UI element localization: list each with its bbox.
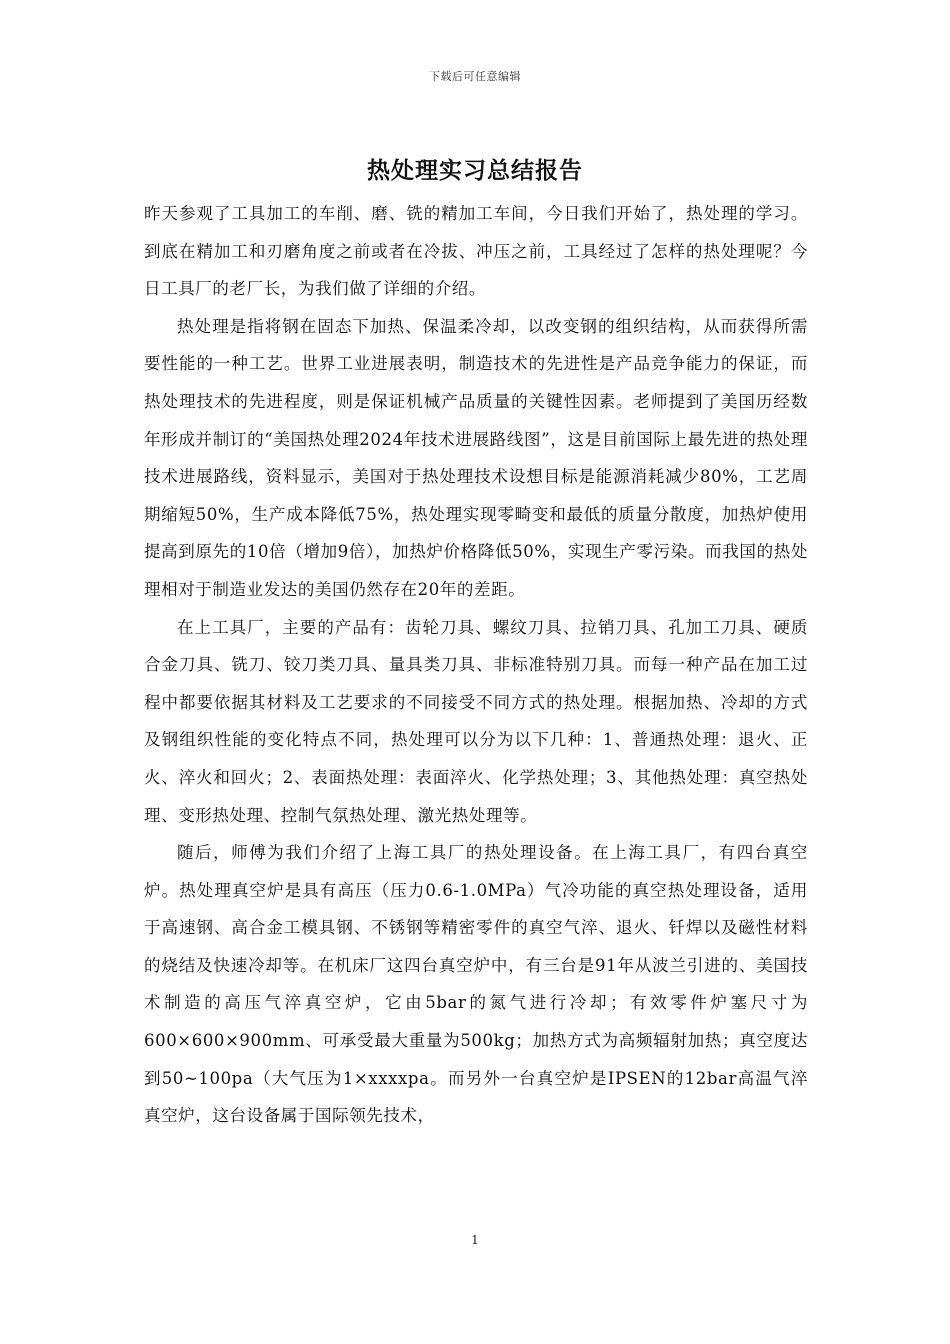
paragraph-equipment: 随后，师傅为我们介绍了上海工具厂的热处理设备。在上海工具厂，有四台真空炉。热处理真空炉是具有高压（压力0.6-1.0MPa）气冷功能的真空热处理设备，适用于高速钢、高合金工模具钢、不锈钢等精密零件的真空气淬、退火、钎焊以及磁性材料的烧结及快速冷却等。在机床厂这四台真空炉中，有三台是91年从波兰引进的、美国技术制造的高压气淬真空炉，它由5bar的氮气进行冷却；有效零件炉塞尺寸为600×600×900mm、可承受最大重量为500kg；加热方式为高频辐射加热；真空度达到50~100pa（大气压为1×xxxxpa。而另外一台真空炉是IPSEN的12bar高温气淬真空炉，这台设备属于国际领先技术，	[144, 843, 808, 1126]
document-body	[144, 195, 808, 1135]
paragraph-intro: 昨天参观了工具加工的车削、磨、铣的精加工车间，今日我们开始了，热处理的学习。到底在精加工和刃磨角度之前或者在冷拔、冲压之前，工具经过了怎样的热处理呢？今日工具厂的老厂长，为我们做了详细的介绍。	[144, 204, 808, 299]
page-number: 1	[471, 1233, 479, 1247]
page-header: 下载后可任意编辑	[429, 70, 521, 83]
paragraph-definition: 热处理是指将钢在固态下加热、保温柔冷却，以改变钢的组织结构，从而获得所需要性能的一种工艺。世界工业进展表明，制造技术的先进性是产品竞争能力的保证，而热处理技术的先进程度，则是保证机械产品质量的关键性因素。老师提到了美国历经数年形成并制订的“美国热处理2024年技术进展路线图”，这是目前国际上最先进的热处理技术进展路线，资料显示，美国对于热处理技术设想目标是能源消耗减少80%，工艺周期缩短50%，生产成本降低75%，热处理实现零畸变和最低的质量分散度，加热炉使用提高到原先的10倍（增加9倍），加热炉价格降低50%，实现生产零污染。而我国的热处理相对于制造业发达的美国仍然存在20年的差距。	[144, 316, 808, 599]
paragraph-products: 在上工具厂，主要的产品有：齿轮刀具、螺纹刀具、拉销刀具、孔加工刀具、硬质合金刀具、铣刀、铰刀类刀具、量具类刀具、非标准特别刀具。而每一种产品在加工过程中都要依据其材料及工艺要求的不同接受不同方式的热处理。根据加热、冷却的方式及钢组织性能的变化特点不同，热处理可以分为以下几种：1、普通热处理：退火、正火、淬火和回火；2、表面热处理：表面淬火、化学热处理；3、其他热处理：真空热处理、变形热处理、控制气氛热处理、激光热处理等。	[144, 617, 808, 825]
document-title: 热处理实习总结报告	[367, 157, 583, 184]
